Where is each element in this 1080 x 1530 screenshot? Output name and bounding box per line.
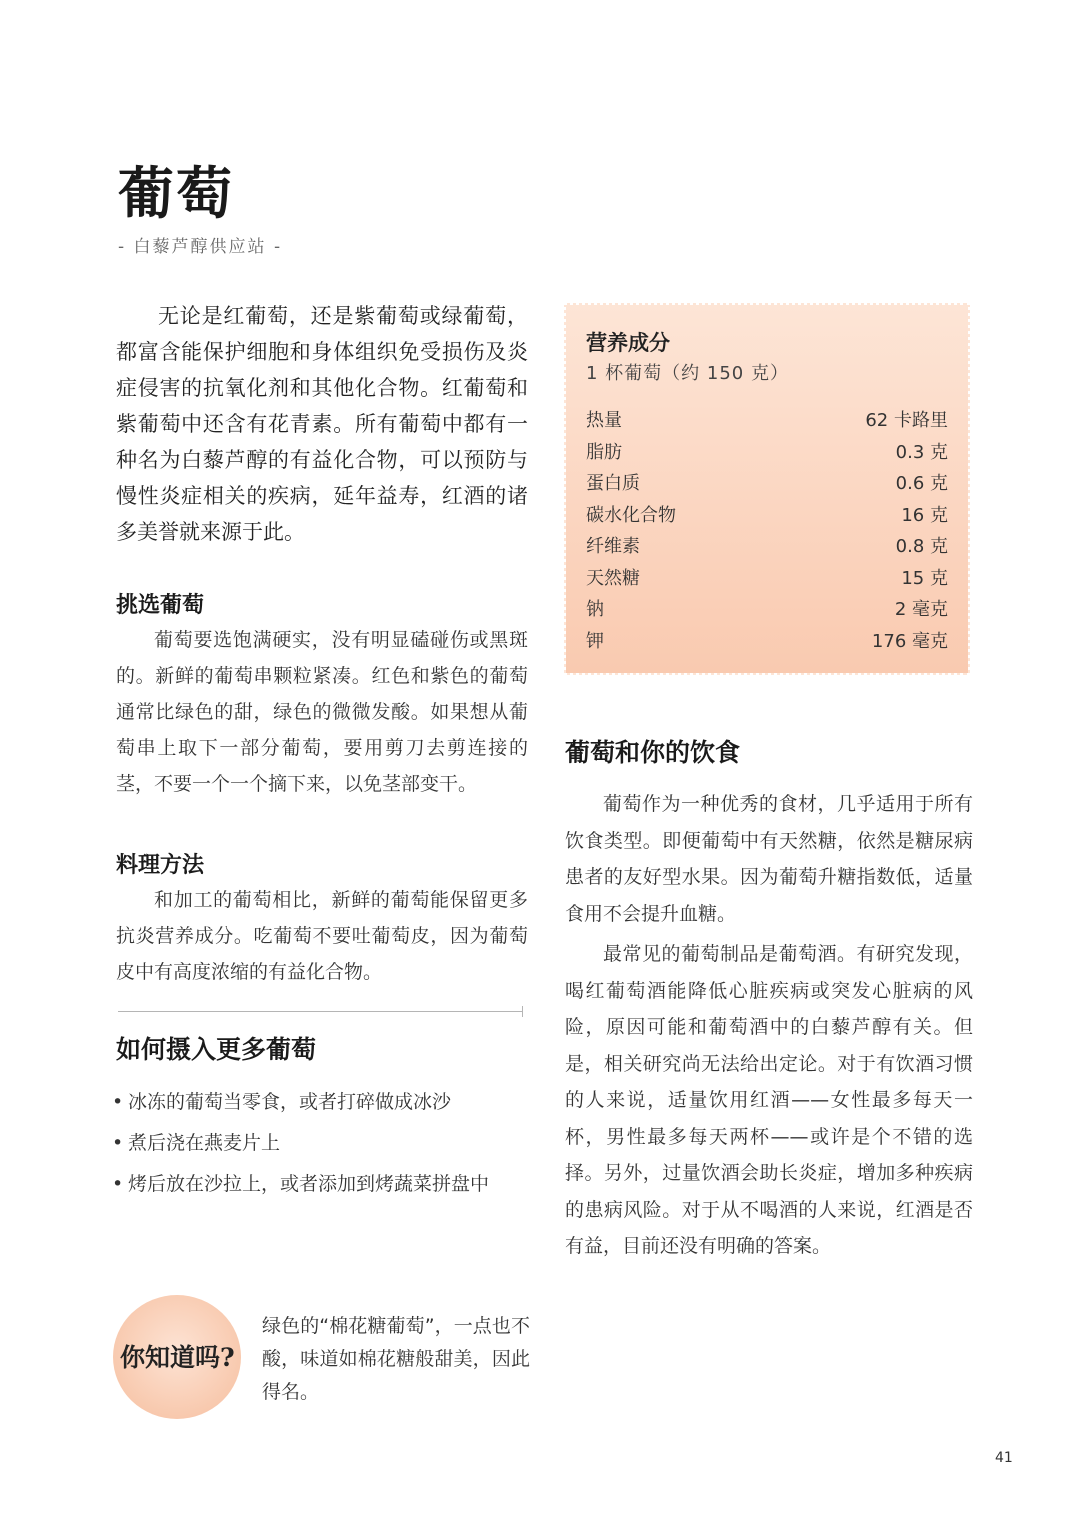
- nutrition-row: [586, 626, 948, 658]
- did-you-know-text: 绿色的“棉花糖葡萄”，一点也不酸，味道如棉花糖般甜美，因此得名。: [262, 1315, 530, 1403]
- nutrition-row: [586, 468, 948, 500]
- nutrient-name: 脂肪: [586, 441, 622, 463]
- nutrient-value: 15 克: [901, 567, 948, 589]
- bullet-icon: •: [112, 1173, 124, 1195]
- nutrition-title: 营养成分: [586, 331, 670, 355]
- nutrient-value: 2 毫克: [894, 599, 948, 620]
- nutrition-row: [586, 563, 948, 595]
- page-number: 41: [995, 1450, 1013, 1466]
- did-you-know-label: 你知道吗?: [120, 1343, 235, 1372]
- nutrition-facts-box: [566, 305, 968, 673]
- page-subtitle: - 白藜芦醇供应站 -: [118, 237, 283, 257]
- bullet-icon: •: [112, 1091, 124, 1113]
- nutrition-row: [586, 405, 948, 437]
- nutrient-name: 热量: [586, 410, 622, 431]
- nutrition-row: [586, 531, 948, 563]
- nutrient-name: 钾: [586, 630, 604, 652]
- nutrient-value: 0.6 克: [895, 473, 948, 494]
- selecting-paragraph: 葡萄要选饱满硬实，没有明显磕碰伤或黑斑的。新鲜的葡萄串颗粒紧凑。红色和紫色的葡萄通常比绿色的甜，绿色的微微发酸。如果想从葡萄串上取下一部分葡萄，要用剪刀去剪连接的茎，不要一个一个摘下来，以免茎部变干。: [116, 629, 528, 795]
- section-divider: [118, 1011, 522, 1012]
- nutrient-value: 62 卡路里: [865, 410, 948, 431]
- nutrient-value: 16 克: [901, 504, 948, 526]
- more-grapes-list: [112, 1082, 532, 1205]
- page-title: 葡萄: [118, 161, 234, 227]
- nutrition-row: [586, 594, 948, 626]
- list-item: [112, 1164, 532, 1205]
- diet-paragraph-2: 最常见的葡萄制品是葡萄酒。有研究发现，喝红葡萄酒能降低心脏疾病或突发心脏病的风险，原因可能和葡萄酒中的白藜芦醇有关。但是，相关研究尚无法给出定论。对于有饮酒习惯的人来说，适量饮用红酒——女性最多每天一杯，男性最多每天两杯——或许是个不错的选择。另外，过量饮酒会助长炎症，增加多种疾病的患病风险。对于从不喝酒的人来说，红酒是否有益，目前还没有明确的答案。: [565, 943, 973, 1257]
- nutrient-value: 176 毫克: [871, 630, 948, 652]
- nutrition-row: [586, 437, 948, 469]
- cooking-paragraph: 和加工的葡萄相比，新鲜的葡萄能保留更多抗炎营养成分。吃葡萄不要吐葡萄皮，因为葡萄皮中有高度浓缩的有益化合物。: [116, 889, 528, 983]
- nutrition-serving: 1 杯葡萄（约 150 克）: [586, 363, 789, 384]
- selecting-heading: 挑选葡萄: [116, 592, 205, 618]
- nutrient-value: 0.3 克: [895, 441, 948, 463]
- list-item-text: 冰冻的葡萄当零食，或者打碎做成冰沙: [128, 1091, 452, 1113]
- list-item: [112, 1123, 532, 1164]
- more-grapes-heading: 如何摄入更多葡萄: [116, 1035, 317, 1064]
- nutrient-name: 天然糖: [586, 567, 640, 589]
- intro-paragraph: 无论是红葡萄，还是紫葡萄或绿葡萄，都富含能保护细胞和身体组织免受损伤及炎症侵害的抗氧化剂和其他化合物。红葡萄和紫葡萄中还含有花青素。所有葡萄中都有一种名为白藜芦醇的有益化合物，可以预防与慢性炎症相关的疾病，延年益寿，红酒的诸多美誉就来源于此。: [116, 304, 528, 544]
- nutrient-value: 0.8 克: [895, 536, 948, 557]
- nutrient-name: 钠: [586, 599, 604, 620]
- nutrition-table: [586, 405, 948, 657]
- nutrient-name: 蛋白质: [586, 473, 640, 494]
- list-item: [112, 1082, 532, 1123]
- diet-heading: 葡萄和你的饮食: [565, 738, 741, 767]
- nutrient-name: 纤维素: [586, 536, 640, 557]
- nutrient-name: 碳水化合物: [586, 504, 676, 526]
- bullet-icon: •: [112, 1132, 124, 1154]
- cooking-heading: 料理方法: [116, 852, 205, 878]
- nutrition-row: [586, 500, 948, 532]
- list-item-text: 烤后放在沙拉上，或者添加到烤蔬菜拼盘中: [128, 1173, 490, 1195]
- diet-paragraph-1: 葡萄作为一种优秀的食材，几乎适用于所有饮食类型。即便葡萄中有天然糖，依然是糖尿病患者的友好型水果。因为葡萄升糖指数低，适量食用不会提升血糖。: [565, 793, 973, 925]
- list-item-text: 煮后浇在燕麦片上: [128, 1132, 281, 1154]
